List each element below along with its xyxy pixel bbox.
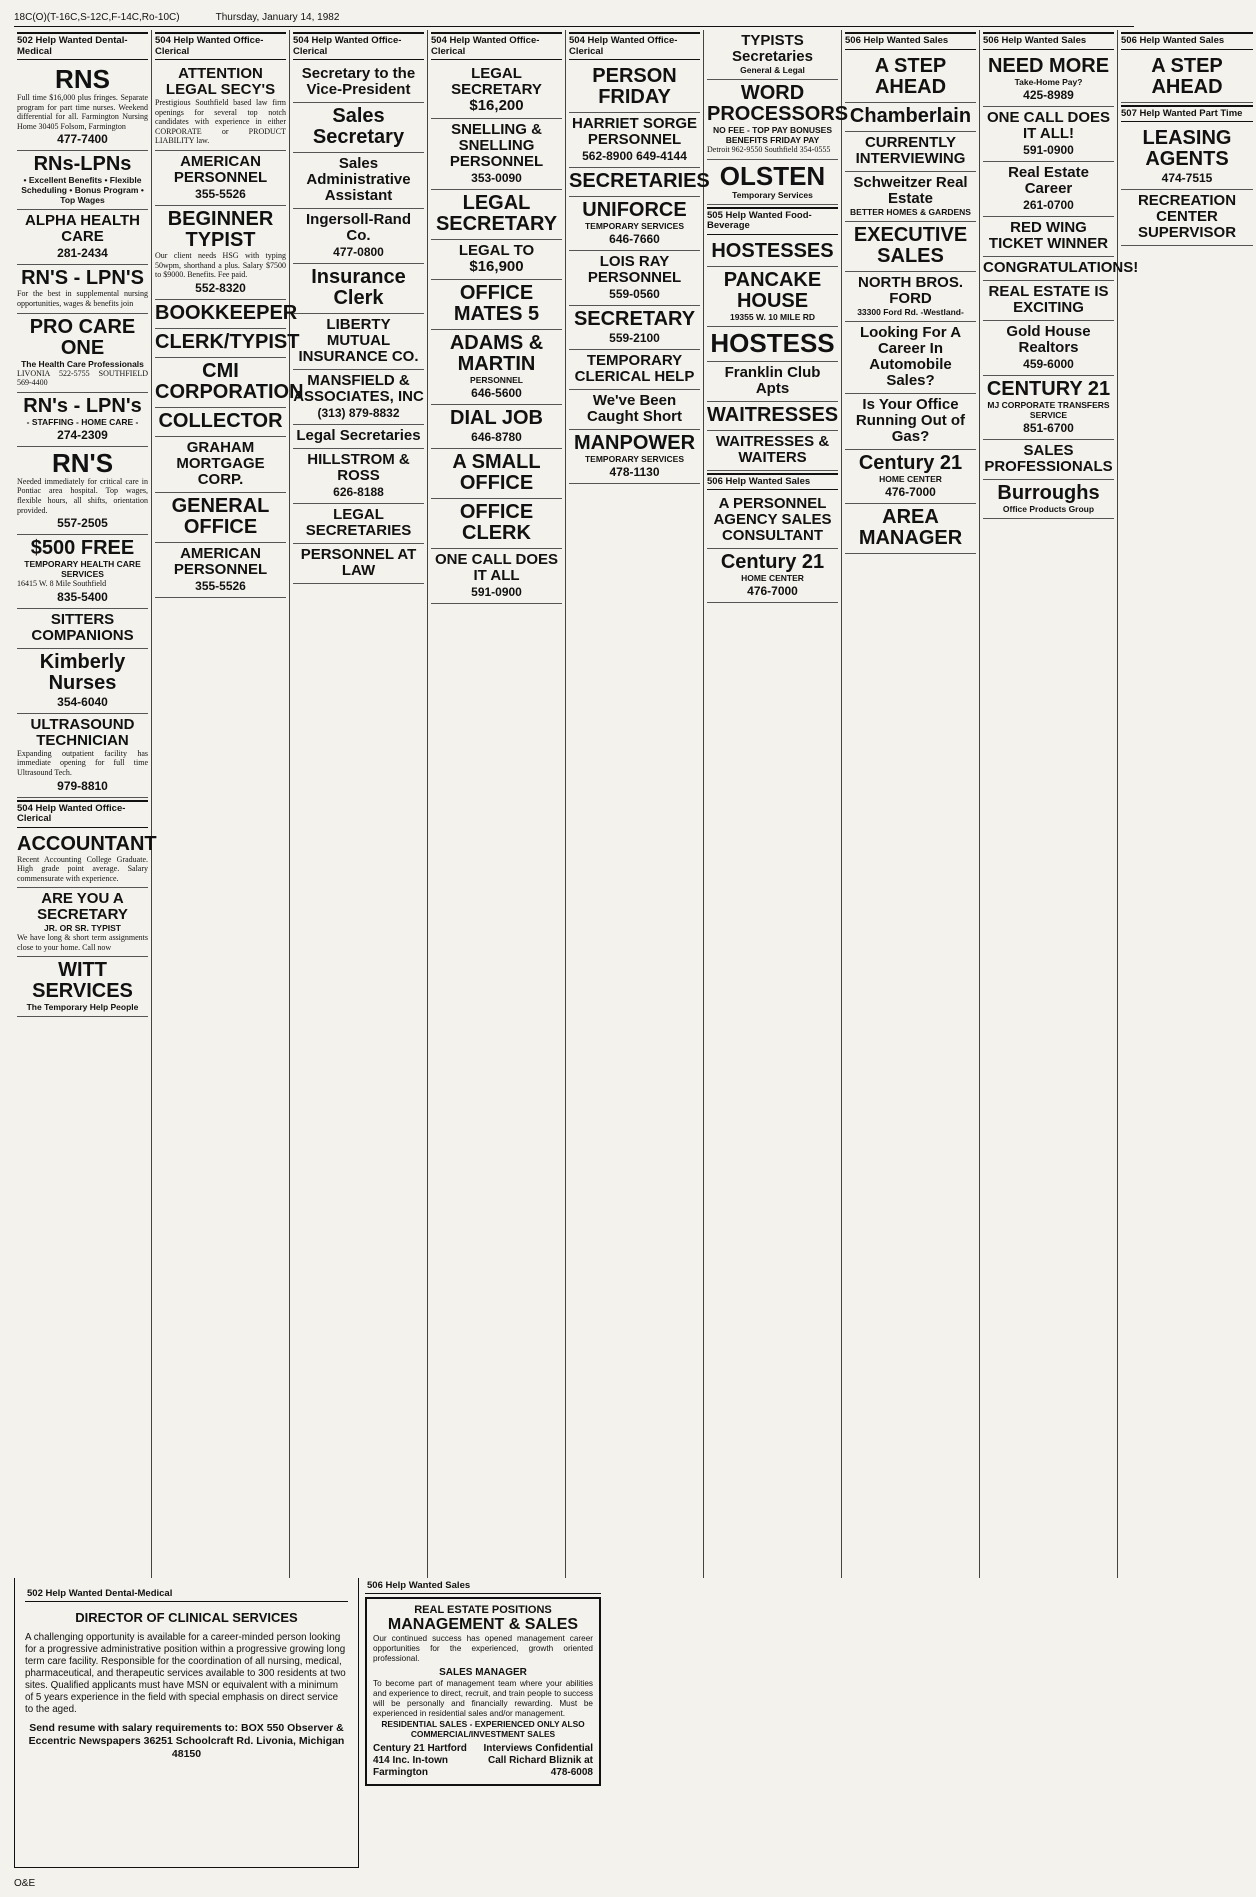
classified-ad bbox=[431, 190, 562, 240]
classified-ad bbox=[569, 168, 710, 197]
section-heading: 504 Help Wanted Office-Clerical bbox=[293, 32, 424, 60]
ad-headline: Real Estate Career bbox=[1008, 163, 1089, 197]
ad-headline: Chamberlain bbox=[849, 104, 972, 127]
ad-headline: Burroughs bbox=[997, 481, 1100, 504]
ad-headline: Sales Secretary bbox=[312, 105, 405, 148]
classified-ad bbox=[293, 153, 424, 209]
ad-headline: GENERAL OFFICE bbox=[171, 494, 270, 538]
classified-ad bbox=[845, 53, 976, 103]
ad-headline: LIBERTY MUTUAL INSURANCE CO. bbox=[298, 316, 419, 365]
ad-headline: Sales Administrative Assistant bbox=[306, 155, 411, 204]
classified-ad bbox=[293, 370, 424, 425]
ad-headline: TEMPORARY CLERICAL HELP bbox=[574, 352, 695, 385]
ad-headline: HOSTESSES bbox=[711, 239, 834, 262]
ad-headline: MANPOWER bbox=[573, 432, 696, 454]
ad-phone: 281-2434 bbox=[57, 246, 108, 261]
classified-ad bbox=[431, 280, 562, 330]
ad-headline: HILLSTROM & ROSS bbox=[307, 451, 410, 484]
ad-headline: Legal Secretaries bbox=[296, 427, 421, 444]
ad-headline: AREA MANAGER bbox=[858, 505, 963, 549]
classified-ad bbox=[431, 240, 562, 280]
ad-phone: 646-8780 bbox=[471, 430, 522, 444]
ad-phone: 425-8989 bbox=[1023, 87, 1074, 102]
classified-ad bbox=[707, 160, 838, 205]
ad-headline: RN'S - LPN'S bbox=[21, 267, 144, 290]
ad-headline: A PERSONNEL AGENCY SALES CONSULTANT bbox=[713, 495, 832, 545]
classified-ad bbox=[845, 394, 976, 450]
ad-headline: SECRETARY bbox=[573, 308, 696, 330]
ad-phone: 591-0900 bbox=[1023, 142, 1074, 157]
classified-ad bbox=[17, 714, 148, 798]
classified-ad bbox=[431, 405, 562, 449]
ad-headline: Ingersoll-Rand Co. bbox=[305, 211, 411, 244]
section-heading: 506 Help Wanted Sales bbox=[983, 32, 1114, 50]
classified-ad bbox=[707, 327, 838, 362]
ad-subhead: 19355 W. 10 MILE RD bbox=[729, 311, 816, 322]
classified-columns bbox=[14, 30, 1243, 1578]
classified-ad bbox=[431, 449, 562, 499]
ad-headline: A SMALL OFFICE bbox=[452, 451, 541, 494]
ad-headline: CENTURY 21 bbox=[986, 377, 1111, 400]
ad-headline: Century 21 bbox=[858, 451, 963, 474]
classified-ad bbox=[155, 358, 304, 408]
column-5 bbox=[566, 30, 710, 1578]
ad-phone: 478-1130 bbox=[609, 465, 660, 479]
ad-headline: $500 FREE bbox=[30, 537, 135, 560]
ad-phone: 477-7400 bbox=[57, 132, 108, 147]
classified-ad bbox=[707, 493, 838, 549]
ad-headline: EXECUTIVE SALES bbox=[853, 223, 968, 267]
classified-ad bbox=[1121, 125, 1253, 190]
column-2 bbox=[152, 30, 304, 1578]
classified-ad bbox=[155, 151, 286, 206]
ad-phone: 557-2505 bbox=[57, 516, 108, 531]
classified-ad bbox=[707, 362, 838, 402]
ad-body: Prestigious Southfield based law firm openings for several top notch candidates with experience in either CORPORATE or PRODUCT LIABILITY law. bbox=[155, 98, 286, 146]
ad-headline: RED WING TICKET WINNER bbox=[988, 218, 1109, 252]
ad-phone: 646-7660 bbox=[609, 232, 660, 246]
ad-subhead: • Excellent Benefits • Flexible Scheduling • Bonus Program • Top Wages bbox=[21, 175, 144, 206]
classified-ad bbox=[17, 609, 148, 649]
ad-headline: WAITRESSES & WAITERS bbox=[715, 432, 830, 466]
classified-ad bbox=[707, 30, 838, 80]
classified-ad bbox=[983, 281, 1114, 321]
ad-phone: 591-0900 bbox=[471, 585, 522, 599]
ad-subhead: Temporary Services bbox=[732, 189, 813, 200]
classified-ad bbox=[845, 103, 976, 132]
ad-headline: Century 21 bbox=[720, 551, 825, 574]
ad-headline: HARRIET SORGE PERSONNEL bbox=[571, 115, 697, 148]
ad-headline: LEGAL SECRETARIES bbox=[305, 506, 412, 539]
classified-ad bbox=[569, 390, 700, 430]
classified-ad bbox=[155, 408, 286, 437]
ad-headline: NEED MORE bbox=[987, 54, 1110, 77]
ad-headline: UNIFORCE bbox=[582, 199, 687, 221]
ad-headline: SNELLING & SNELLING PERSONNEL bbox=[449, 121, 544, 170]
realestate-foot-right: Interviews Confidential Call Richard Bliznik at 478-6008 bbox=[483, 1743, 593, 1778]
section-heading: 504 Help Wanted Office-Clerical bbox=[17, 800, 148, 828]
ad-subhead: Office Products Group bbox=[1002, 503, 1095, 514]
classified-ad bbox=[845, 132, 976, 172]
ad-phone: 559-0560 bbox=[609, 287, 660, 301]
ad-body: Our client needs HSG with typing 50wpm, shorthand a plus. Salary $7500 to $9000. Benefits. Fee paid. bbox=[155, 250, 286, 280]
ad-headline: PANCAKE HOUSE bbox=[723, 268, 822, 312]
classified-ad bbox=[431, 499, 562, 549]
classified-ad bbox=[1121, 53, 1253, 103]
realestate-t1: REAL ESTATE POSITIONS bbox=[414, 1604, 552, 1616]
classified-ad bbox=[17, 535, 148, 609]
section-heading: 504 Help Wanted Office-Clerical bbox=[155, 32, 286, 60]
classified-ad bbox=[17, 314, 148, 393]
classified-ad bbox=[845, 322, 976, 394]
classified-ad bbox=[569, 197, 700, 251]
section-heading: 506 Help Wanted Sales bbox=[845, 32, 976, 50]
section-heading: 505 Help Wanted Food-Beverage bbox=[707, 207, 838, 235]
classified-ad bbox=[707, 267, 838, 327]
ad-phone: 476-7000 bbox=[747, 584, 798, 599]
director-reply: Send resume with salary requirements to: BOX 550 Observer & Eccentric Newspapers 36251 Schoolcraft Rd. Livonia, Michigan 48150 bbox=[28, 1722, 345, 1760]
classified-ad bbox=[155, 329, 300, 358]
section-heading: 502 Help Wanted Dental-Medical bbox=[17, 32, 148, 60]
column-3 bbox=[290, 30, 428, 1578]
ad-headline: LEGAL SECRETARY bbox=[435, 192, 558, 235]
classified-ad bbox=[983, 321, 1114, 376]
ad-headline: Is Your Office Running Out of Gas? bbox=[855, 395, 966, 445]
ad-phone: 355-5526 bbox=[195, 186, 246, 201]
realestate-wrap bbox=[359, 1578, 607, 1868]
ad-headline: OFFICE CLERK bbox=[459, 501, 534, 544]
realestate-h4: RESIDENTIAL SALES - EXPERIENCED ONLY ALSO COMMERCIAL/INVESTMENT SALES bbox=[381, 1719, 585, 1739]
classified-ad bbox=[17, 210, 148, 265]
ad-phone: 274-2309 bbox=[57, 427, 108, 442]
ad-headline: COLLECTOR bbox=[158, 409, 283, 432]
ad-phone: 477-0800 bbox=[333, 245, 384, 259]
ad-subhead: BETTER HOMES & GARDENS bbox=[850, 206, 971, 217]
classified-ad bbox=[845, 504, 976, 554]
director-title: DIRECTOR OF CLINICAL SERVICES bbox=[75, 1610, 298, 1625]
classified-ad bbox=[569, 350, 700, 390]
section-heading: 504 Help Wanted Office-Clerical bbox=[569, 32, 700, 60]
ad-phone: 979-8810 bbox=[57, 778, 108, 793]
classified-ad bbox=[707, 238, 838, 267]
ad-headline: MANSFIELD & ASSOCIATES, INC bbox=[293, 372, 424, 405]
ad-body: Needed immediately for critical care in Pontiac area hospital. Top wages, flexible hours, all shifts, orientation provided. bbox=[17, 476, 148, 515]
ad-phone: 646-5600 bbox=[471, 386, 522, 400]
classified-ad bbox=[155, 543, 286, 598]
classified-ad bbox=[1121, 190, 1253, 246]
ad-headline: AMERICAN PERSONNEL bbox=[173, 152, 268, 186]
classified-ad bbox=[431, 330, 562, 405]
ad-headline: LEASING AGENTS bbox=[1142, 127, 1232, 170]
ad-headline: RN's - LPN's bbox=[23, 394, 142, 417]
realestate-ad bbox=[365, 1597, 601, 1786]
column-7 bbox=[842, 30, 980, 1578]
ad-headline: We've Been Caught Short bbox=[587, 392, 682, 425]
ad-phone: 851-6700 bbox=[1023, 420, 1074, 435]
ad-headline: SECRETARIES bbox=[569, 170, 710, 192]
ad-headline: WAITRESSES bbox=[707, 403, 839, 426]
ad-phone: 559-2100 bbox=[609, 331, 660, 345]
section-heading: 504 Help Wanted Office-Clerical bbox=[431, 32, 562, 60]
classified-ad bbox=[17, 888, 148, 957]
ad-headline: SITTERS COMPANIONS bbox=[31, 610, 134, 644]
ad-subhead: The Health Care Professionals bbox=[21, 358, 144, 369]
classified-ad bbox=[431, 63, 562, 119]
ad-headline: OFFICE MATES 5 bbox=[453, 282, 540, 325]
classified-ad bbox=[155, 493, 286, 543]
classified-ad bbox=[293, 449, 424, 504]
column-9 bbox=[1118, 30, 1256, 1578]
ad-subhead: TEMPORARY SERVICES bbox=[584, 454, 685, 464]
ad-subhead: HOME CENTER bbox=[879, 473, 942, 484]
classified-ad bbox=[17, 649, 148, 714]
ad-body: LIVONIA 522-5755 SOUTHFIELD 569-4400 bbox=[17, 368, 148, 388]
classified-ad bbox=[983, 53, 1114, 107]
ad-subhead: MJ CORPORATE TRANSFERS SERVICE bbox=[987, 399, 1110, 420]
realestate-section: 506 Help Wanted Sales bbox=[365, 1578, 601, 1594]
ad-body: Recent Accounting College Graduate. High grade point average. Salary commensurate with experience. bbox=[17, 854, 148, 883]
ad-headline: WORD PROCESSORS bbox=[707, 82, 849, 125]
column-4 bbox=[428, 30, 566, 1578]
realestate-foot-left: Century 21 Hartford 414 Inc. In-town Farmington bbox=[373, 1743, 467, 1778]
classified-ad bbox=[569, 113, 700, 168]
classified-ad bbox=[845, 222, 976, 272]
ad-headline: A STEP AHEAD bbox=[874, 54, 947, 98]
ad-headline: NORTH BROS. FORD bbox=[858, 273, 963, 307]
classified-ad bbox=[293, 209, 424, 264]
folio-code: 18C(O)(T-16C,S-12C,F-14C,Ro-10C) bbox=[14, 12, 180, 23]
ad-headline: CONGRATULATIONS! bbox=[983, 258, 1139, 276]
ad-headline: LOIS RAY PERSONNEL bbox=[587, 253, 682, 286]
ad-headline: ARE YOU A SECRETARY bbox=[37, 890, 128, 924]
section-heading: 507 Help Wanted Part Time bbox=[1121, 105, 1253, 123]
classified-ad bbox=[983, 257, 1139, 281]
classified-ad bbox=[155, 300, 298, 329]
realestate-t2: MANAGEMENT & SALES bbox=[387, 1616, 579, 1633]
director-ad bbox=[14, 1578, 359, 1868]
ad-body: Detroit 962-9550 Southfield 354-0555 bbox=[707, 145, 831, 154]
classified-ad bbox=[569, 63, 700, 113]
ad-phone: 476-7000 bbox=[885, 484, 936, 499]
ad-body: We have long & short term assignments close to your home. Call now bbox=[17, 933, 148, 952]
ad-headline: A STEP AHEAD bbox=[1151, 54, 1223, 98]
ad-headline: ONE CALL DOES IT ALL! bbox=[986, 108, 1111, 142]
classified-ad bbox=[569, 306, 700, 350]
classified-ad bbox=[707, 431, 838, 471]
bottom-ads bbox=[14, 1578, 1134, 1868]
ad-headline: Looking For A Career In Automobile Sales? bbox=[859, 323, 962, 389]
ad-subhead: 33300 Ford Rd. -Westland- bbox=[857, 306, 964, 317]
ad-headline: BOOKKEEPER bbox=[155, 301, 298, 324]
director-body: A challenging opportunity is available for a career-minded person looking for a progressive administrative position within a progressive growing long term care facility. Responsible for the coordination of all nursing, medical, pharmaceutical, and therapeutic services available to 300 residents at two sites. Qualified applicants must have MSN or equivalent with a minimum of 5 years experience in the field with special emphasis on direct service to the aged. bbox=[25, 1632, 346, 1715]
ad-body: For the best in supplemental nursing opportunities, wages & benefits join bbox=[17, 289, 148, 308]
column-6 bbox=[704, 30, 849, 1578]
ad-phone: 261-0700 bbox=[1023, 197, 1074, 212]
ad-headline: RNS bbox=[55, 64, 110, 94]
realestate-body: Our continued success has opened management career opportunities for the experienced, growth oriented professional. bbox=[373, 1634, 593, 1663]
column-1 bbox=[14, 30, 157, 1578]
ad-phone: 626-8188 bbox=[333, 485, 384, 499]
folio-date: Thursday, January 14, 1982 bbox=[215, 12, 340, 23]
ad-headline: LEGAL TO $16,900 bbox=[458, 242, 535, 275]
ad-phone: 353-0090 bbox=[471, 171, 522, 185]
classified-ad bbox=[845, 272, 976, 322]
classified-ad bbox=[293, 314, 424, 370]
footer-mark: O&E bbox=[14, 1878, 36, 1889]
ad-headline: Kimberly Nurses bbox=[39, 650, 126, 694]
classified-ad bbox=[983, 162, 1114, 217]
ad-headline: ATTENTION LEGAL SECY'S bbox=[165, 65, 276, 98]
classified-ad bbox=[155, 206, 286, 300]
classified-ad bbox=[983, 217, 1114, 257]
ad-headline: Franklin Club Apts bbox=[724, 363, 821, 397]
realestate-body2: To become part of management team where your abilities and experience to direct, recruit, and train people to success will be personally and financially rewarding. Must be experienced in residential sales and/or management. bbox=[373, 1679, 593, 1718]
ad-headline: RNs-LPNs bbox=[33, 153, 132, 176]
classified-ad bbox=[983, 480, 1114, 519]
classified-ad bbox=[431, 119, 562, 190]
ad-headline: LEGAL SECRETARY $16,200 bbox=[451, 65, 542, 114]
ad-headline: DIAL JOB bbox=[450, 407, 543, 429]
column-8 bbox=[980, 30, 1139, 1578]
classified-ad bbox=[293, 504, 424, 544]
ad-headline: PRO CARE ONE bbox=[29, 315, 136, 359]
classified-ad bbox=[293, 63, 424, 103]
ad-headline: CURRENTLY INTERVIEWING bbox=[855, 133, 966, 167]
ad-headline: CLERK/TYPIST bbox=[155, 330, 300, 353]
classified-ad bbox=[17, 393, 148, 447]
ad-phone: 562-8900 649-4144 bbox=[582, 149, 687, 163]
ad-phone: 835-5400 bbox=[57, 589, 108, 604]
ad-subhead: PERSONNEL bbox=[470, 375, 523, 385]
ad-headline: TYPISTS Secretaries bbox=[732, 32, 813, 65]
ad-headline: REAL ESTATE IS EXCITING bbox=[988, 282, 1109, 316]
classified-ad bbox=[569, 430, 700, 484]
ad-subhead: - STAFFING - HOME CARE - bbox=[26, 416, 139, 427]
ad-headline: Gold House Realtors bbox=[1006, 322, 1091, 356]
ad-subhead: General & Legal bbox=[740, 65, 805, 75]
ad-headline: ONE CALL DOES IT ALL bbox=[434, 551, 559, 584]
classified-ad bbox=[293, 544, 424, 584]
ad-headline: OLSTEN bbox=[719, 160, 826, 191]
ad-headline: BEGINNER TYPIST bbox=[167, 207, 274, 251]
section-heading: 506 Help Wanted Sales bbox=[707, 473, 838, 491]
classified-ad bbox=[17, 265, 148, 313]
ad-headline: Secretary to the Vice-President bbox=[301, 65, 416, 98]
ad-body: Expanding outpatient facility has immediate opening for full time Ultrasound Tech. bbox=[17, 748, 148, 777]
ad-headline: GRAHAM MORTGAGE CORP. bbox=[176, 438, 265, 488]
classified-ad bbox=[707, 402, 838, 431]
classified-ad bbox=[845, 450, 976, 504]
ad-phone: 474-7515 bbox=[1161, 171, 1213, 185]
realestate-h3: SALES MANAGER bbox=[439, 1667, 527, 1678]
ad-headline: ADAMS & MARTIN bbox=[449, 332, 544, 375]
classified-ad bbox=[155, 437, 286, 493]
classified-ad bbox=[293, 103, 424, 153]
folio-line bbox=[14, 12, 1134, 27]
ad-subhead: JR. OR SR. TYPIST bbox=[44, 923, 121, 934]
ad-headline: AMERICAN PERSONNEL bbox=[173, 544, 268, 578]
ad-subhead: TEMPORARY HEALTH CARE SERVICES bbox=[24, 559, 141, 580]
ad-phone: 459-6000 bbox=[1023, 356, 1074, 371]
ad-headline: ULTRASOUND TECHNICIAN bbox=[30, 715, 135, 749]
ad-phone: 355-5526 bbox=[195, 578, 246, 593]
classified-ad bbox=[983, 376, 1114, 440]
ad-headline: HOSTESS bbox=[710, 327, 835, 358]
ad-headline: WITT SERVICES bbox=[32, 959, 133, 1003]
classified-ad bbox=[431, 549, 562, 604]
ad-body: Full time $16,000 plus fringes. Separate program for part time nurses. Weekend differential for all. Farmington Nursing Home 30405 Folsom, Farmington bbox=[17, 93, 148, 131]
classified-ad bbox=[983, 107, 1114, 162]
ad-headline: Insurance Clerk bbox=[311, 266, 406, 309]
ad-subhead: TEMPORARY SERVICES bbox=[584, 221, 685, 231]
classified-ad bbox=[17, 831, 157, 889]
ad-subhead: Take-Home Pay? bbox=[1014, 76, 1083, 87]
classified-ad bbox=[155, 63, 286, 151]
ad-phone: (313) 879-8832 bbox=[317, 406, 400, 420]
section-heading: 506 Help Wanted Sales bbox=[1121, 32, 1253, 50]
ad-headline: ALPHA HEALTH CARE bbox=[25, 212, 140, 246]
classified-ad bbox=[17, 151, 148, 210]
classified-ad bbox=[707, 549, 838, 603]
classified-ad bbox=[983, 440, 1114, 480]
ad-subhead: NO FEE - TOP PAY BONUSES BENEFITS FRIDAY PAY bbox=[712, 125, 833, 145]
ad-subhead: HOME CENTER bbox=[741, 573, 804, 584]
ad-headline: ACCOUNTANT bbox=[17, 832, 157, 855]
ad-headline: RECREATION CENTER SUPERVISOR bbox=[1137, 192, 1237, 241]
ad-headline: Schweitzer Real Estate bbox=[853, 173, 968, 207]
ad-headline: PERSONNEL AT LAW bbox=[300, 546, 417, 579]
classified-ad bbox=[17, 957, 148, 1017]
classified-ad bbox=[845, 172, 976, 222]
ad-phone: 354-6040 bbox=[57, 694, 108, 709]
ad-headline: RN'S bbox=[51, 447, 114, 478]
director-section: 502 Help Wanted Dental-Medical bbox=[25, 1586, 348, 1602]
ad-body: 16415 W. 8 Mile Southfield bbox=[17, 579, 107, 589]
classified-ad bbox=[293, 425, 424, 449]
classified-ad bbox=[569, 251, 700, 306]
ad-headline: SALES PROFESSIONALS bbox=[984, 441, 1113, 475]
realestate-foot bbox=[373, 1743, 593, 1779]
ad-phone: 552-8320 bbox=[195, 280, 246, 295]
classified-ad bbox=[17, 447, 148, 535]
ad-headline: PERSON FRIDAY bbox=[592, 65, 677, 108]
ad-headline: CMI CORPORATION bbox=[155, 359, 304, 403]
classified-ad bbox=[17, 63, 148, 151]
ad-subhead: The Temporary Help People bbox=[26, 1002, 139, 1013]
classified-ad bbox=[293, 264, 424, 314]
classified-ad bbox=[707, 80, 849, 160]
